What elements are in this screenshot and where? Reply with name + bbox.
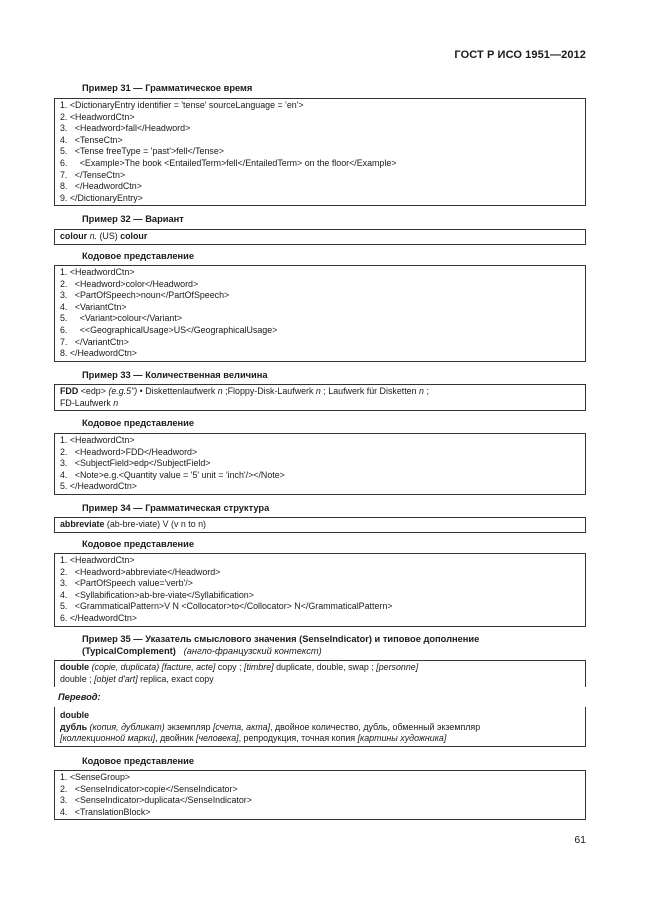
translation-headword: double xyxy=(60,710,90,720)
page-number: 61 xyxy=(574,834,586,846)
example-34-code-box xyxy=(54,553,586,627)
code-line: 3. <SubjectField>edp</SubjectField> xyxy=(60,458,211,469)
code-line: 9. </DictionaryEntry> xyxy=(60,192,143,203)
code-line: 4. <VariantCtn> xyxy=(60,301,127,312)
example-33-code-title: Кодовое представление xyxy=(82,418,195,428)
example-34-title: Пример 34 — Грамматическая структура xyxy=(82,503,270,513)
code-line: 5. <Tense freeType = 'past'>fell</Tense> xyxy=(60,146,224,157)
code-line: 1. <DictionaryEntry identifier = 'tense' sourceLanguage = 'en'> xyxy=(60,100,304,110)
example-35-code-title: Кодовое представление xyxy=(82,756,195,766)
code-line: 1. <HeadwordCtn> xyxy=(60,435,135,445)
example-35-code-box xyxy=(54,770,586,820)
example-33-title: Пример 33 — Количественная величина xyxy=(82,370,268,380)
example-33-code-box xyxy=(54,433,586,495)
dictionary-entry: double (copie, duplicata) [facture, acte] copy ; [timbre] duplicate, double, swap ; [personne] xyxy=(60,662,419,672)
code-line: 8. </HeadwordCtn> xyxy=(60,348,137,359)
example-32-title: Пример 32 — Вариант xyxy=(82,214,184,224)
translation-label: Перевод: xyxy=(58,692,101,702)
code-line: 6. <Example>The book <EntailedTerm>fell</EntailedTerm> on the floor</Example> xyxy=(60,157,397,168)
dictionary-entry: colour n. (US) colour xyxy=(60,231,148,241)
example-34-entry-box xyxy=(54,517,586,533)
example-32-code-title: Кодовое представление xyxy=(82,251,195,261)
dictionary-entry-cont: FD-Laufwerk n xyxy=(60,397,119,408)
example-35-translation-box xyxy=(54,707,586,747)
code-line: 2. <Headword>abbreviate</Headword> xyxy=(60,566,221,577)
code-line: 5. </HeadwordCtn> xyxy=(60,481,137,492)
code-line: 1. <SenseGroup> xyxy=(60,772,131,782)
translation-entry: дубль (копия, дубликат) экземпляр [счета, акта], двойное количество, дубль, обменный экземпляр xyxy=(60,721,481,732)
translation-entry-cont: [коллекционной марки], двойник [человека], репродукция, точная копия [картины художника] xyxy=(60,733,447,744)
example-35-entry-box xyxy=(54,660,586,687)
example-32-entry-box xyxy=(54,229,586,245)
page-header: ГОСТ Р ИСО 1951—2012 xyxy=(454,49,586,61)
code-line: 7. </TenseCtn> xyxy=(60,169,126,180)
code-line: 4. <TranslationBlock> xyxy=(60,806,151,817)
code-line: 4. <Syllabification>ab-bre-viate</Syllabification> xyxy=(60,589,254,600)
code-line: 2. <HeadwordCtn> xyxy=(60,111,135,122)
example-34-code-title: Кодовое представление xyxy=(82,539,195,549)
dictionary-entry-cont: double ; [objet d'art] replica, exact copy xyxy=(60,673,214,684)
code-line: 3. <PartOfSpeech>noun</PartOfSpeech> xyxy=(60,290,230,301)
code-line: 2. <Headword>FDD</Headword> xyxy=(60,446,198,457)
code-line: 1. <HeadwordCtn> xyxy=(60,267,135,277)
code-line: 5. <Variant>colour</Variant> xyxy=(60,313,183,324)
example-35-title: Пример 35 — Указатель смыслового значения (SenseIndicator) и типовое дополнение (TypicalComplement) (англо-французский контекст) xyxy=(82,634,480,656)
code-line: 5. <GrammaticalPattern>V N <Collocator>to</Collocator> N</GrammaticalPattern> xyxy=(60,601,393,612)
example-31-code-box xyxy=(54,98,586,206)
example-33-entry-box xyxy=(54,384,586,411)
code-line: 1. <HeadwordCtn> xyxy=(60,555,135,565)
code-line: 2. <SenseIndicator>copie</SenseIndicator> xyxy=(60,783,238,794)
code-line: 8. </HeadwordCtn> xyxy=(60,181,142,192)
dictionary-entry: abbreviate (ab-bre-viate) V (v n to n) xyxy=(60,519,207,529)
code-line: 4. <TenseCtn> xyxy=(60,134,123,145)
code-line: 3. <PartOfSpeech value='verb'/> xyxy=(60,578,193,589)
code-line: 6. <<GeographicalUsage>US</GeographicalUsage> xyxy=(60,324,278,335)
code-line: 6. </HeadwordCtn> xyxy=(60,612,137,623)
code-line: 3. <SenseIndicator>duplicata</SenseIndicator> xyxy=(60,795,252,806)
code-line: 3. <Headword>fall</Headword> xyxy=(60,123,191,134)
code-line: 2. <Headword>color</Headword> xyxy=(60,278,199,289)
code-line: 4. <Note>e.g.<Quantity value = '5' unit = 'inch'/></Note> xyxy=(60,469,285,480)
example-31-title: Пример 31 — Грамматическое время xyxy=(82,83,253,93)
dictionary-entry: FDD <edp> (e.g.5") • Diskettenlaufwerk n ;Floppy-Disk-Laufwerk n ; Laufwerk für Disketten n ; xyxy=(60,386,429,396)
code-line: 7. </VariantCtn> xyxy=(60,336,129,347)
example-32-code-box xyxy=(54,265,586,362)
